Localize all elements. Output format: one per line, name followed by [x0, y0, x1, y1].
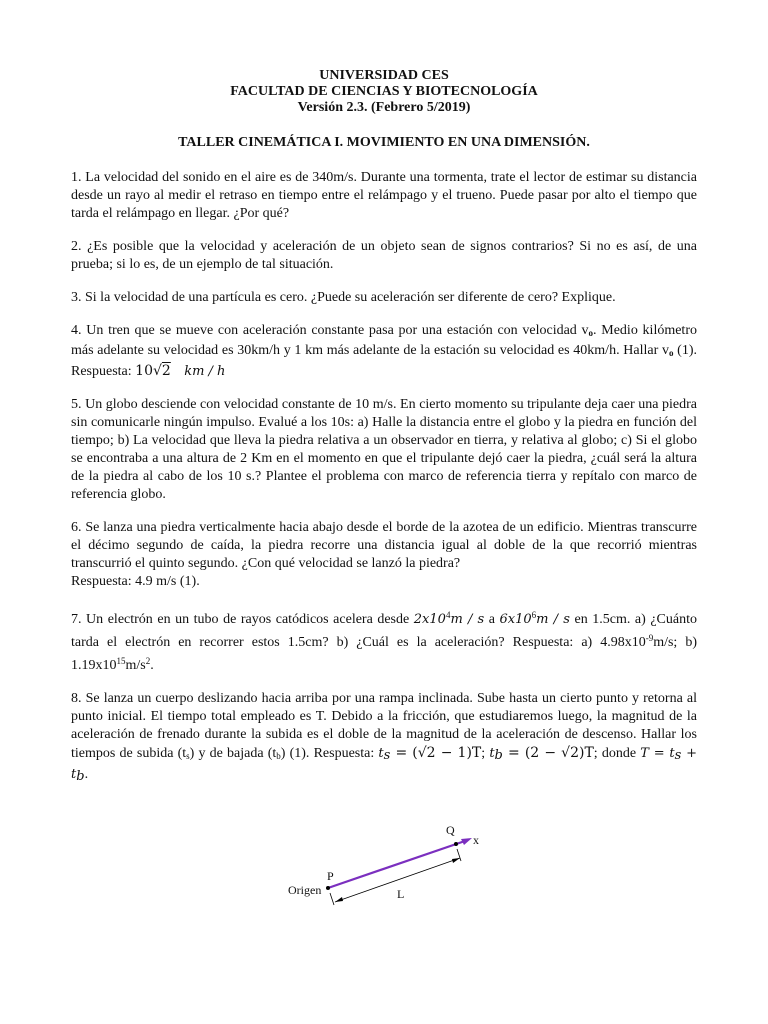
question-8: 8. Se lanza un cuerpo deslizando hacia arriba por una rampa inclinada. Sube hasta un cierto punto y retorna al punto inicial. El tiempo total empleado es T. Debido a la fricción, que estudiaremos luego, la magnitud de la aceleración de frenado durante la subida es el doble de la magnitud de la aceleración de descenso. Hallar los tiempos de subida $(t_s)$ y de bajada $(t_b)$ (1). Respuesta: ts = (√2 − 1)T; tb = (2 − √2)T; donde T = ts + tb.: [71, 691, 697, 784]
ramp-diagram: [280, 815, 500, 915]
answer-q6: Respuesta: 4.9 m/s (1).: [71, 574, 200, 589]
point-q: [454, 842, 458, 846]
faculty-name: FACULTAD DE CIENCIAS Y BIOTECNOLOGÍA: [230, 84, 538, 99]
answer-q4: 10√2 km / h: [135, 363, 226, 379]
formula-ts: ts = (√2 − 1)T: [378, 745, 482, 763]
label-origen: Origen: [288, 883, 322, 897]
label-l: L: [397, 887, 405, 901]
question-3: 3. Si la velocidad de una partícula es cero. ¿Puede su aceleración ser diferente de cero? Explique.: [71, 290, 616, 305]
l-tick-left: [330, 893, 334, 905]
workshop-title: TALLER CINEMÁTICA I. MOVIMIENTO EN UNA DIMENSIÓN.: [178, 135, 590, 150]
formula-tb: tb = (2 − √2)T: [489, 745, 594, 763]
l-arrow-left: [335, 897, 343, 902]
label-x: x: [473, 833, 479, 847]
question-5: 5. Un globo desciende con velocidad constante de 10 m/s. En cierto momento su tripulante deja caer una piedra sin comunicarle ningún impulso. Evalué a los 10s: a) Halle la distancia entre el globo y la piedra en función del tiempo; b) La velocidad que lleva la piedra relativa a un observador en tierra, y relativa al globo; c) Si el globo se encontraba a una altura de 2 Km en el momento en que el tripulante dejó caer la piedra, ¿cuál será la altura de la piedra al cabo de los 10 s.? Plantee el problema con marco de referencia tierra y repítalo con marco de referencia globo.: [71, 397, 697, 502]
document-page: [71, 68, 697, 786]
ramp-figure: [280, 815, 500, 915]
question-2: 2. ¿Es posible que la velocidad y aceleración de un objeto sean de signos contrarios? Si no es así, de una prueba; si lo es, de un ejemplo de tal situación.: [71, 239, 697, 272]
question-1: 1. La velocidad del sonido en el aire es de 340m/s. Durante una tormenta, trate el lector de estimar su distancia desde un rayo al medir el retraso en tiempo entre el relámpago y el trueno. Puede pasar por alto el tiempo que tarda el relámpago en llegar. ¿Por qué?: [71, 170, 697, 221]
point-p: [326, 886, 330, 890]
ramp-line: [328, 841, 465, 888]
x-axis-arrowhead: [461, 838, 472, 845]
label-q: Q: [446, 823, 455, 837]
formula-total-time: T = ts + tb: [71, 746, 697, 784]
version-line: Versión 2.3. (Febrero 5/2019): [297, 100, 471, 115]
university-name: UNIVERSIDAD CES: [319, 68, 449, 83]
label-p: P: [327, 869, 334, 883]
l-arrow-right: [452, 858, 460, 863]
question-4: 4. Un tren que se mueve con aceleración constante pasa por una estación con velocidad $v_o$. Medio kilómetro más adelante su velocidad es 30km/h y 1 km más adelante de la estación su velocidad es 40km/h. Hallar $v_o$ (1). Respuesta: 10√2 km / h: [71, 323, 697, 379]
question-7: 7. Un electrón en un tubo de rayos catódicos acelera desde $2x10^4m$ / s a $6x10^6m$ / s en 1.5cm. a) ¿Cuánto tarda el electrón en recorrer estos 1.5cm? b) ¿Cuál es la aceleración? Respuesta: a) $4.98x10^{-9}m/s$; b) $1.19x10^{15}m/s^2$.: [71, 610, 697, 673]
question-6: 6. Se lanza una piedra verticalmente hacia abajo desde el borde de la azotea de un edificio. Mientras transcurre el décimo segundo de caída, la piedra recorre una distancia igual al doble de la que recorrió mientras transcurrió el quinto segundo. ¿Con qué velocidad se lanzó la piedra? Respuesta: 4.9 m/s (1).: [71, 520, 697, 589]
